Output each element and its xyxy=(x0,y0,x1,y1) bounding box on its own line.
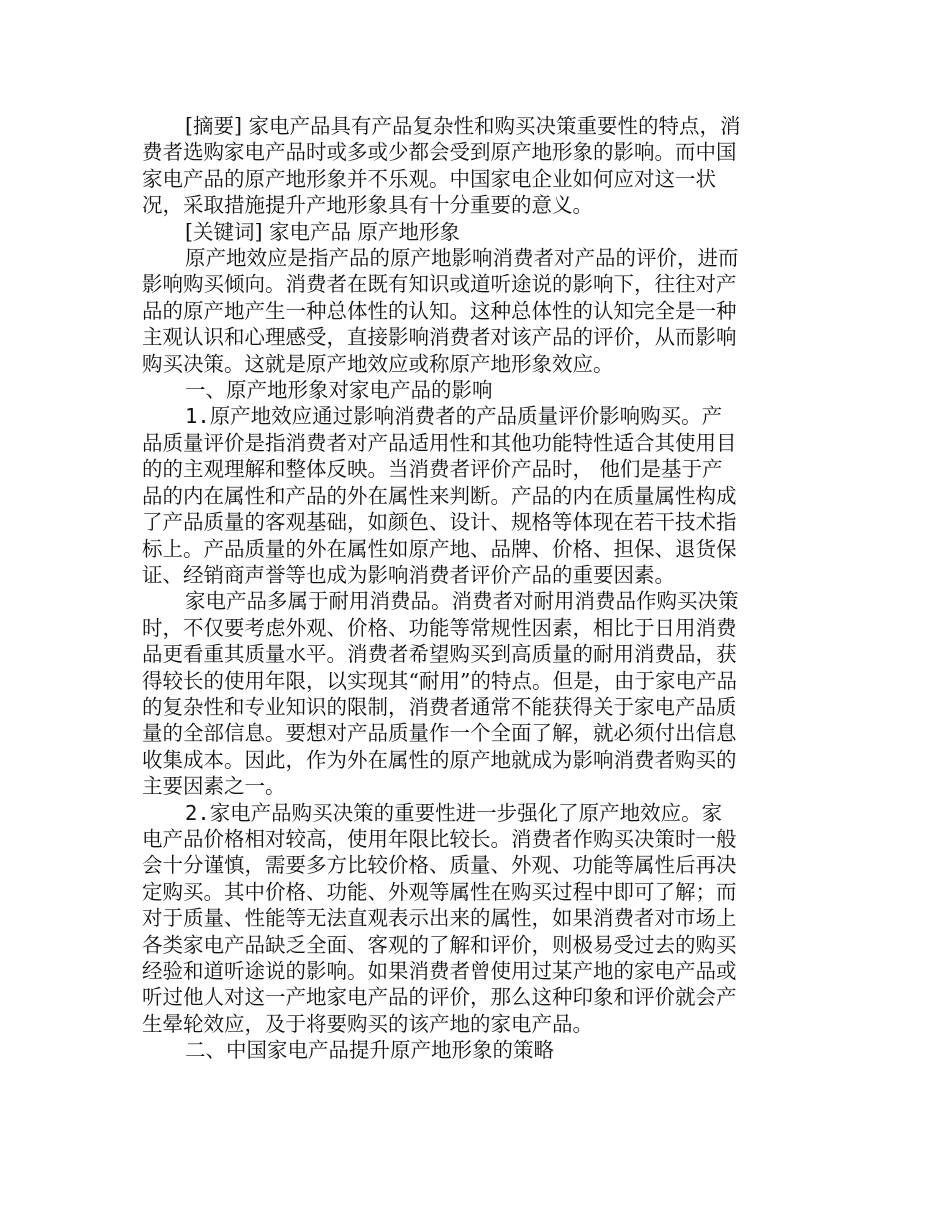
section2-heading: 二、中国家电产品提升原产地形象的策略 xyxy=(185,1038,554,1063)
section1-point-1-number: 1. xyxy=(185,404,210,429)
section1-heading: 一、原产地形象对家电产品的影响 xyxy=(185,378,493,403)
section1-paragraph-3 xyxy=(142,800,742,1038)
section1-point-1-text: 原产地效应通过影响消费者的产品质量评价影响购买。产品质量评价是指消费者对产品适用性和其他功能特性适合其使用目的的主观理解和整体反映。当消费者评价产品时， 他们是基于产品的内在属性和产品的外在属性来判断。产品的内在质量属性构成了产品质量的客观基础，如颜色、设计、规格等体现在若干技术指标上。产品质量的外在属性如原产地、品牌、价格、担保、退货保证、经销商声誉等也成为影响消费者评价产品的重要因素。 xyxy=(142,404,737,587)
intro-paragraph: 原产地效应是指产品的原产地影响消费者对产品的评价，进而影响购买倾向。消费者在既有知识或道听途说的影响下，往往对产品的原产地产生一种总体性的认知。这种总体性的认知完全是一种主观认识和心理感受，直接影响消费者对该产品的评价，从而影响购买决策。这就是原产地效应或称原产地形象效应。 xyxy=(142,246,739,376)
abstract-text: 家电产品具有产品复杂性和购买决策重要性的特点，消费者选购家电产品时或多或少都会受到原产地形象的影响。而中国家电产品的原产地形象并不乐观。中国家电企业如何应对这一状况，采取措施提升产地形象具有十分重要的意义。 xyxy=(142,114,741,218)
keywords-paragraph xyxy=(142,219,742,245)
section1-point-2-text: 家电产品购买决策的重要性进一步强化了原产地效应。家电产品价格相对较高，使用年限比较长。消费者作购买决策时一般会十分谨慎，需要多方比较价格、质量、外观、功能等属性后再决定购买。其中价格、功能、外观等属性在购买过程中即可了解；而对于质量、性能等无法直观表示出来的属性，如果消费者对市场上各类家电产品缺乏全面、客观的了解和评价，则极易受过去的购买经验和道听途说的影响。如果消费者曾使用过某产地的家电产品或听过他人对这一产地家电产品的评价，那么这种印象和评价就会产生晕轮效应，及于将要购买的该产地的家电产品。 xyxy=(142,800,737,1036)
section1-paragraph-2: 家电产品多属于耐用消费品。消费者对耐用消费品作购买决策时，不仅要考虑外观、价格、功能等常规性因素，相比于日用消费品更看重其质量水平。消费者希望购买到高质量的耐用消费品，获得较长的使用年限，以实现其“耐用”的特点。但是，由于家电产品的复杂性和专业知识的限制，消费者通常不能获得关于家电产品质量的全部信息。要想对产品质量作一个全面了解，就必须付出信息收集成本。因此，作为外在属性的原产地就成为影响消费者购买的主要因素之一。 xyxy=(142,589,739,799)
keywords-label: [关键词] xyxy=(185,219,263,244)
section1-paragraph-1 xyxy=(142,403,742,588)
section1-point-2-number: 2. xyxy=(185,800,210,825)
abstract-paragraph xyxy=(142,113,742,219)
keywords-text: 家电产品 原产地形象 xyxy=(262,219,461,244)
document-body xyxy=(142,113,742,1064)
abstract-label: [摘要] xyxy=(185,114,242,138)
